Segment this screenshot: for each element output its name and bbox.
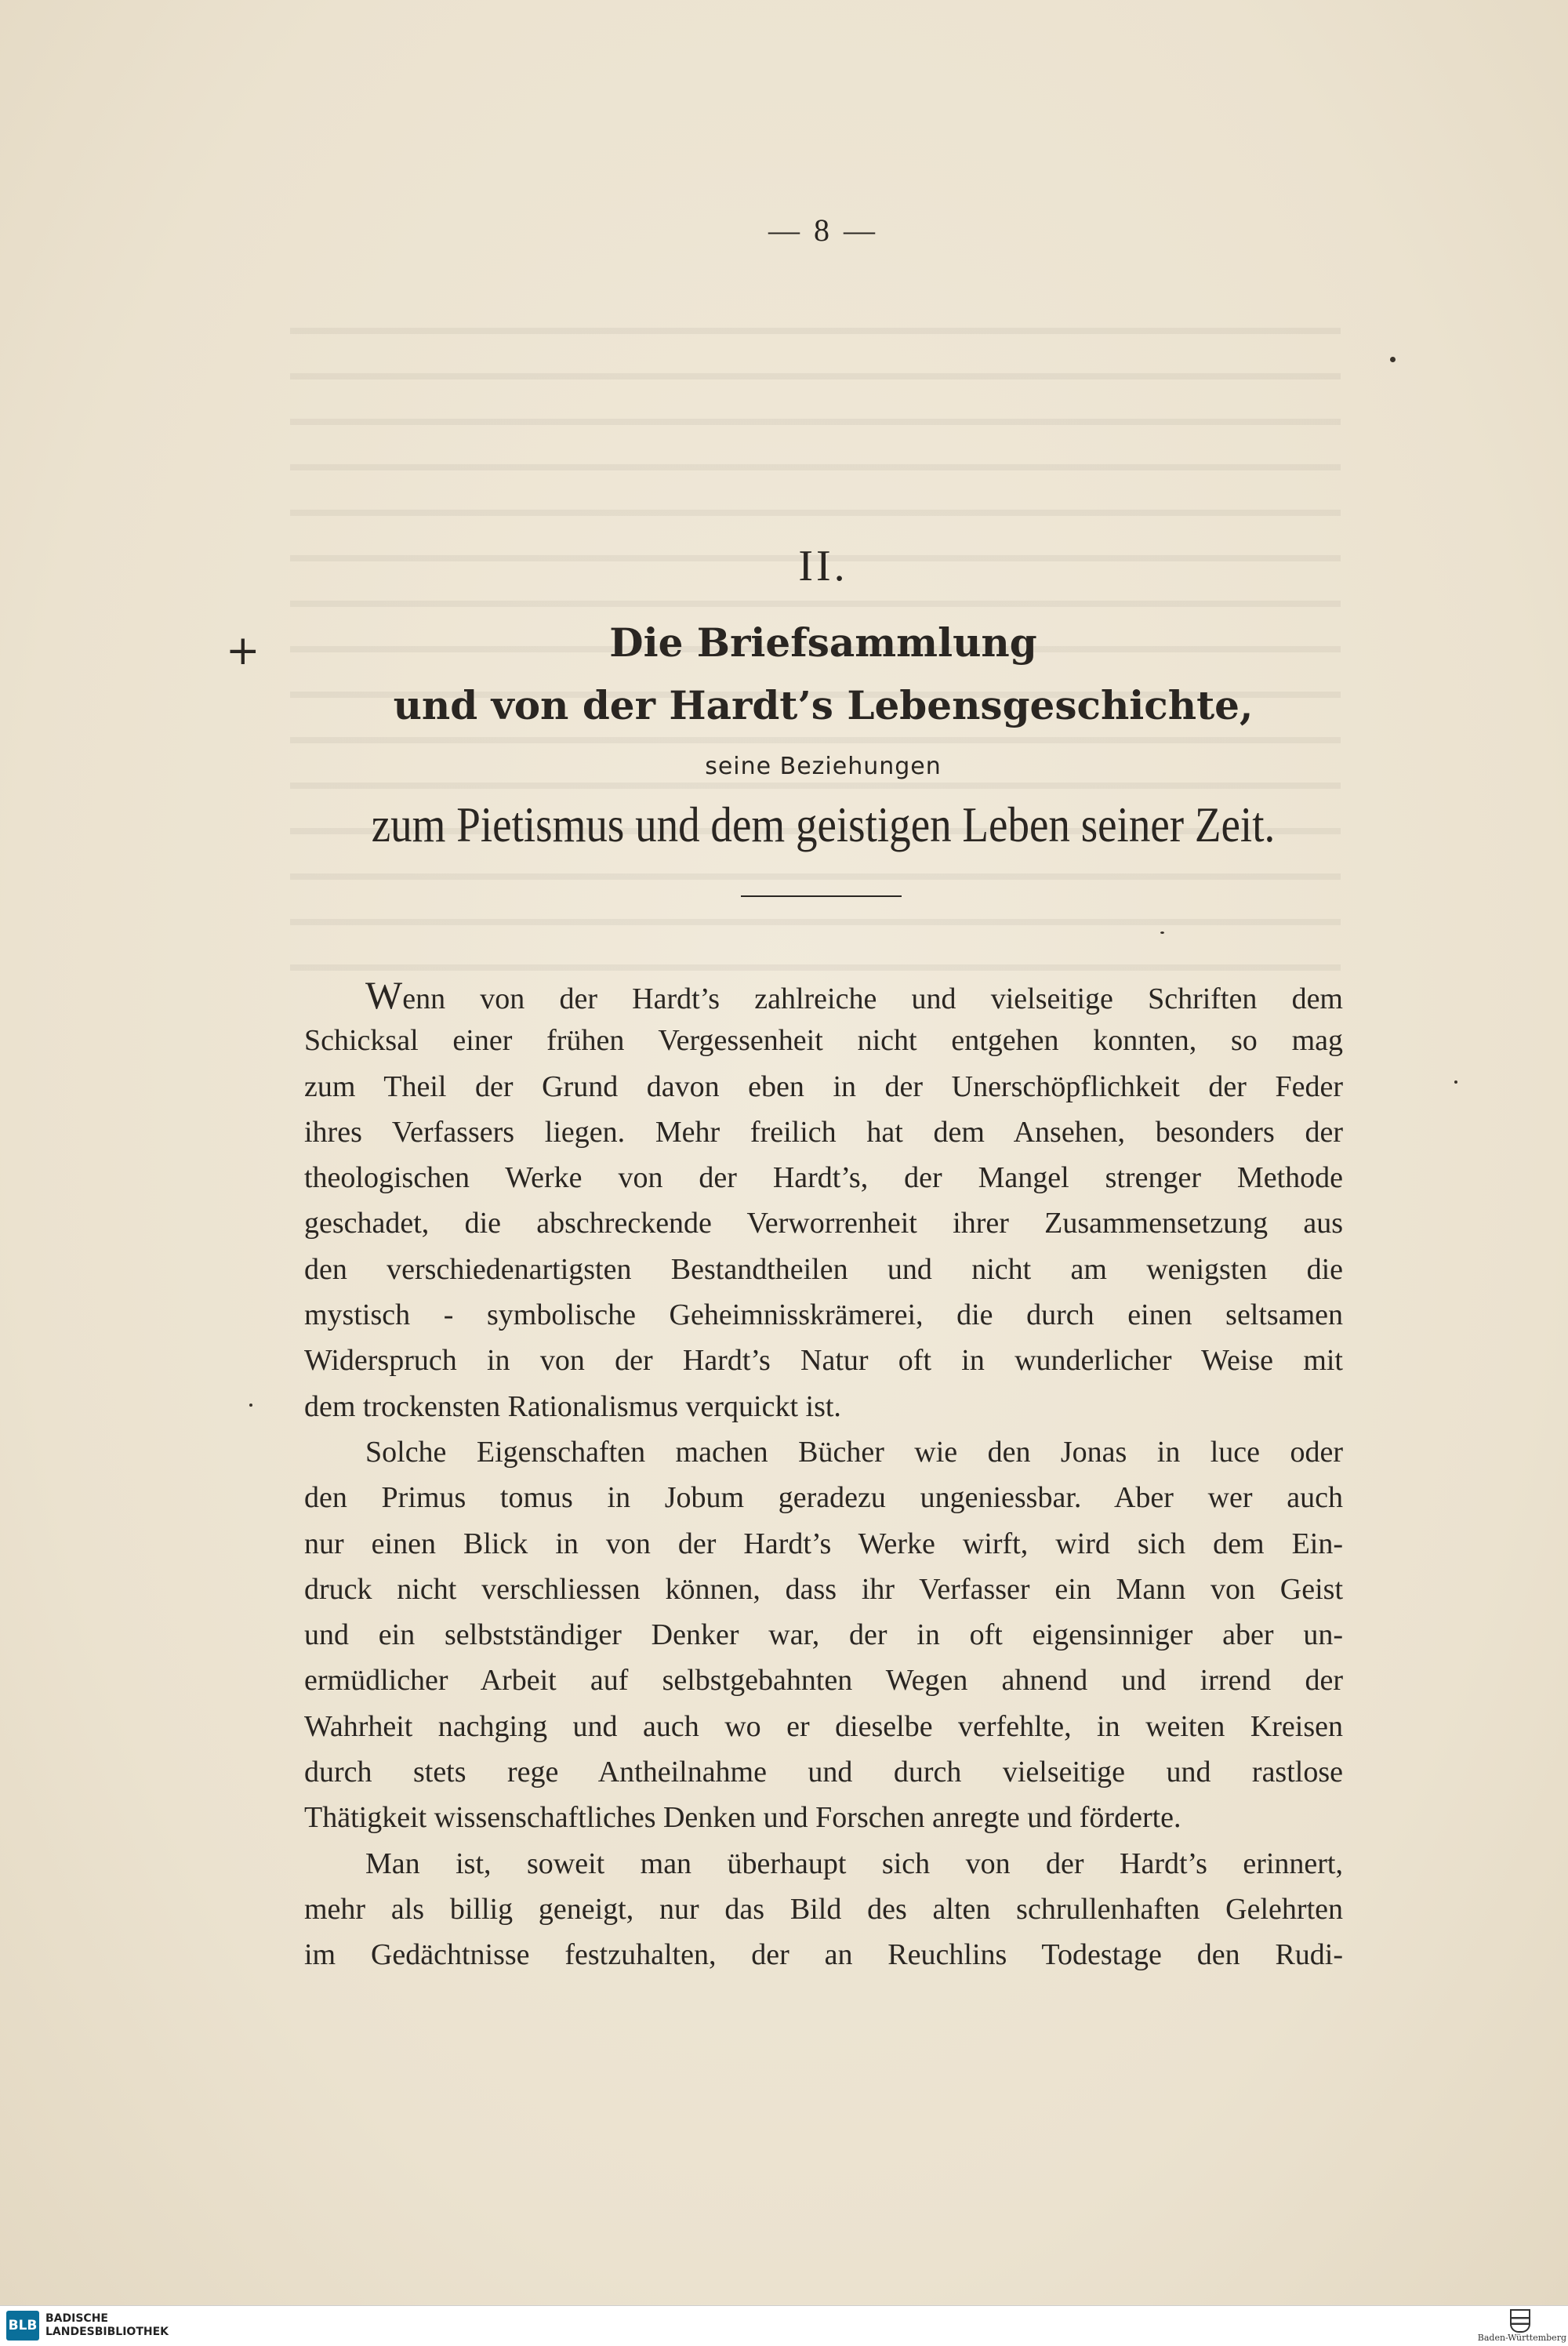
chapter-subtitle-large: zum Pietismus und dem geistigen Leben seiner Zeit. [371,797,1276,852]
chapter-subtitle-small: seine Beziehungen [705,753,942,780]
library-footer-bar [0,2305,1568,2346]
text-line: und ein selbstständiger Denker war, der in oft eigensinniger aber un- [304,1618,1343,1652]
text-line: druck nicht verschliessen können, dass ihr Verfasser ein Mann von Geist [304,1572,1343,1606]
state-crest-icon [1510,2309,1530,2333]
ink-speck [1160,932,1164,934]
text-line: theologischen Werke von der Hardt’s, der Mangel strenger Methode [304,1161,1343,1195]
text-line: Wenn von der Hardt’s zahlreiche und vielseitige Schriften dem [365,973,1343,1017]
chapter-title-line-2: und von der Hardt’s Lebensgeschichte, [393,682,1254,728]
text-line: mystisch - symbolische Geheimnisskrämerei, die durch einen seltsamen [304,1298,1343,1332]
page-number: — 8 — [768,212,878,248]
text-line: ermüdlicher Arbeit auf selbstgebahnten Wegen ahnend und irrend der [304,1664,1343,1698]
text-line: nur einen Blick in von der Hardt’s Werke wirft, wird sich dem Ein- [304,1527,1343,1560]
ink-speck [1454,1080,1457,1084]
text-line: dem trockensten Rationalismus verquickt ist. [304,1389,841,1423]
state-label: Baden-Württemberg [1477,2333,1566,2343]
text-line: Thätigkeit wissenschaftliches Denken und Forschen anregte und förderte. [304,1801,1181,1835]
text-line: Man ist, soweit man überhaupt sich von der Hardt’s erinnert, [365,1847,1343,1880]
chapter-title-line-1: Die Briefsammlung [609,619,1037,666]
text-line: ihres Verfassers liegen. Mehr freilich hat dem Ansehen, besonders der [304,1115,1343,1149]
blb-logo-icon: BLB [6,2311,39,2341]
ink-speck [1390,357,1396,362]
title-divider-rule [741,895,902,897]
text-line: zum Theil der Grund davon eben in der Unerschöpflichkeit der Feder [304,1070,1343,1103]
text-line: durch stets rege Antheilnahme und durch vielseitige und rastlose [304,1756,1343,1789]
margin-plus-mark: + [226,627,260,674]
text-line: geschadet, die abschreckende Verworrenheit ihrer Zusammensetzung aus [304,1207,1343,1240]
library-name [45,2312,169,2339]
library-name-line-2: LANDESBIBLIOTHEK [45,2326,169,2338]
text-line: Wahrheit nachging und auch wo er dieselbe verfehlte, in weiten Kreisen [304,1709,1343,1743]
text-line: Solche Eigenschaften machen Bücher wie den Jonas in luce oder [365,1435,1343,1469]
section-numeral: II. [798,542,848,590]
initial-letter: W [365,973,403,1017]
text-line: mehr als billig geneigt, nur das Bild des alten schrullenhaften Gelehrten [304,1892,1343,1926]
text-line: den verschiedenartigsten Bestandtheilen und nicht am wenigsten die [304,1252,1343,1286]
text-line: im Gedächtnisse festzuhalten, der an Reuchlins Todestage den Rudi- [304,1938,1343,1972]
library-name-line-1: BADISCHE [45,2312,108,2325]
text-line: Schicksal einer frühen Vergessenheit nicht entgehen konnten, so mag [304,1024,1343,1058]
text-line: Widerspruch in von der Hardt’s Natur oft in wunderlicher Weise mit [304,1344,1343,1378]
ink-speck [249,1404,252,1407]
body-text [304,972,1343,1978]
text-line: den Primus tomus in Jobum geradezu ungeniessbar. Aber wer auch [304,1481,1343,1515]
